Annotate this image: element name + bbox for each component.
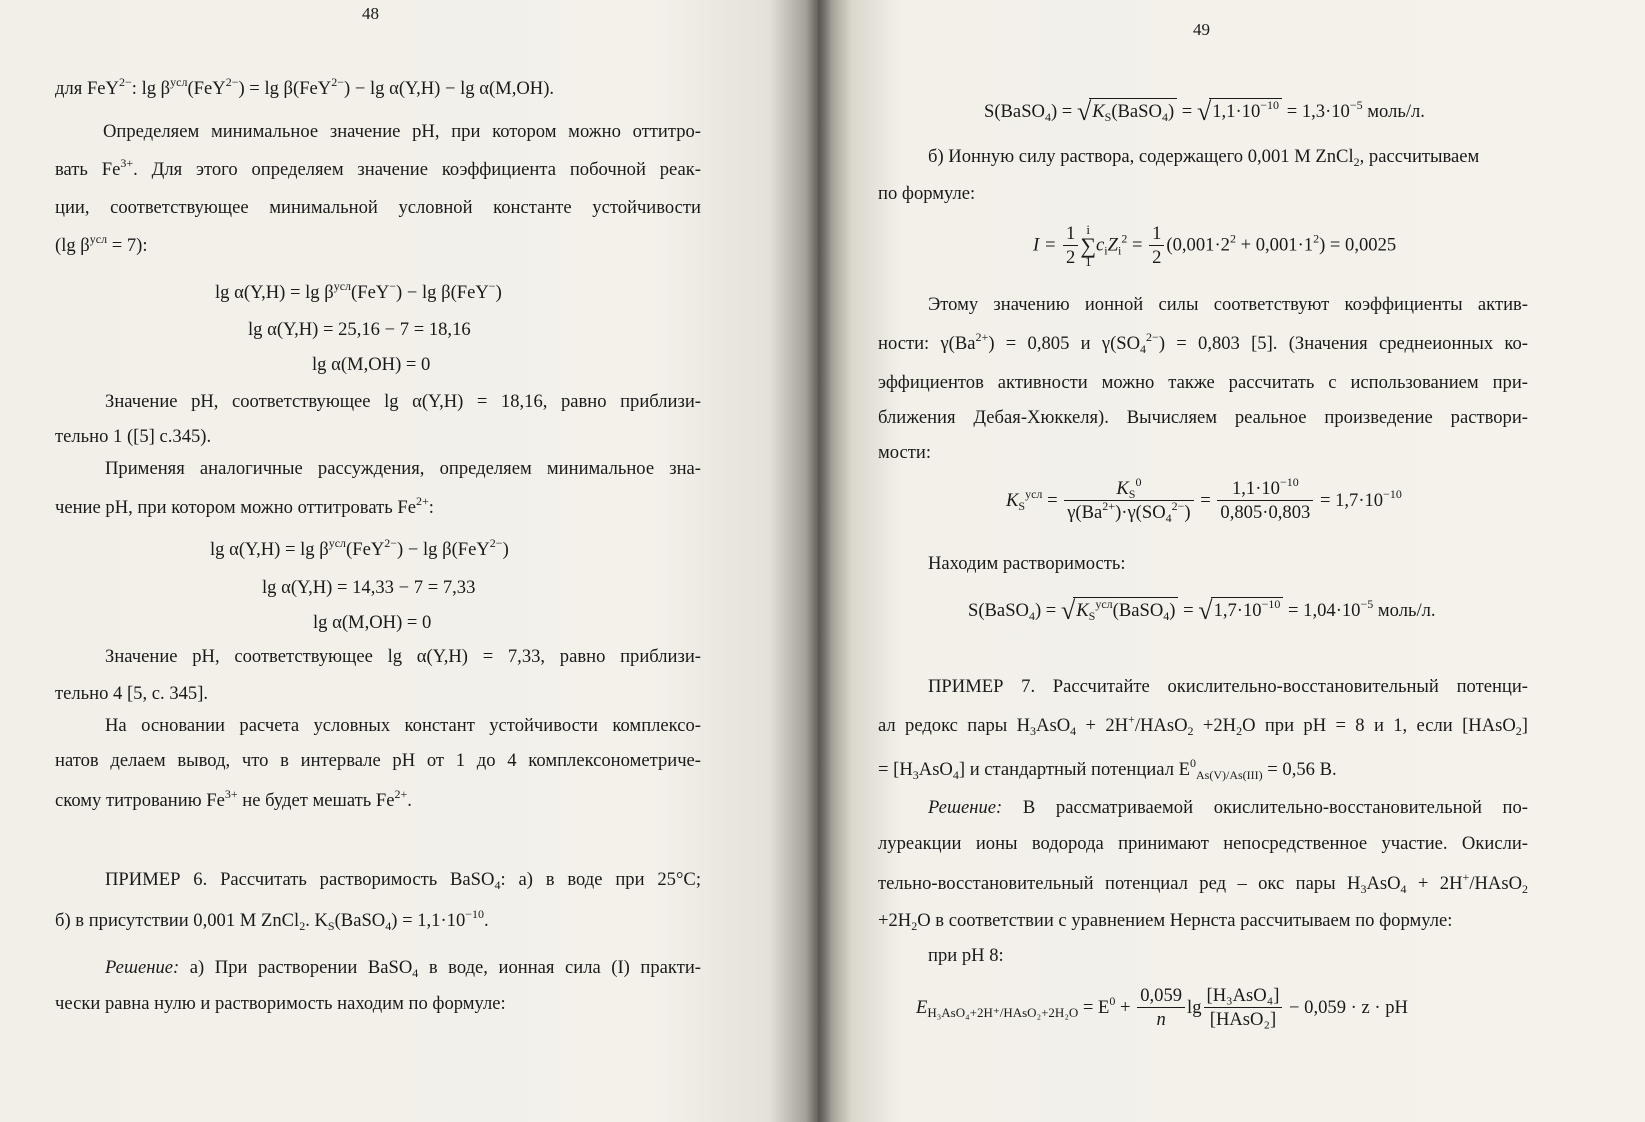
text-line: скому титрованию $Fe^{3+}$ не будет мешать $Fe^{2+}$. <box>55 787 412 811</box>
text-line: $+2H_2O$ в соответствии с уравнением Нернста рассчитываем по формуле: <box>878 910 1453 933</box>
text-line: б) Ионную силу раствора, содержащего 0,001 М ZnCl$_2$, рассчитываем <box>928 146 1480 169</box>
text-line: Решение: В рассматриваемой окислительно-восстановительной по- <box>928 797 1528 818</box>
text-line: (lg $\beta^{усл} = 7$): <box>55 232 148 256</box>
text-line: = $[H_3AsO_4]$ и стандартный потенциал $E^0_{As(V)/As(III)} = 0,56$ В. <box>878 756 1337 782</box>
text-line: эффициентов активности можно также рассчитать с использованием при- <box>878 372 1528 393</box>
right-page <box>818 0 1645 1122</box>
formula-line: для FeY$^{2-}$: $\lg \beta^{усл}(FeY^{2-}) = \lg \beta(FeY^{2-}) - \lg \alpha(Y,H) - \lg \alpha(M,OH)$. <box>55 75 555 99</box>
equation: $E_{H_3AsO_4+2H^+/HAsO_2+2H_2O} = E^0$ + $\frac{0,059}{n}$ lg $\frac{\text{[H₃AsO₄]}}{\text{[HAsO₂]}}$ − 0,059 · z · pH <box>916 985 1408 1030</box>
page-number: 49 <box>1193 20 1210 39</box>
equation: S(BaSO$_4$) = $√K_S^{усл}(BaSO_4) = √1,7\cdot 10^{-10} = 1,04\cdot 10^{-5}$ моль/л. <box>968 596 1436 625</box>
book-gutter <box>806 0 832 1122</box>
text-line: по формуле: <box>878 183 976 204</box>
equation: lg α(Y,H) = 14,33 − 7 = 7,33 <box>262 577 476 598</box>
text-line: луреакции ионы водорода принимают непосредственное участие. Окисли- <box>878 833 1528 854</box>
equation: $\lg \alpha(Y,H) = \lg \beta^{усл}(FeY^{2-}) - \lg \beta(FeY^{2-})$ <box>210 536 509 560</box>
equation: lg α(M,OH) = 0 <box>313 612 432 633</box>
page-number: 48 <box>362 4 379 23</box>
text-line: тельно 1 ([5] с.345). <box>55 426 212 447</box>
equation: lg α(Y,H) = 25,16 − 7 = 18,16 <box>248 319 471 340</box>
text-line: На основании расчета условных констант устойчивости комплексо- <box>105 715 701 736</box>
example-heading: ПРИМЕР 7. Рассчитайте окислительно-восстановительный потенци- <box>928 676 1528 697</box>
text-line: ции, соответствующее минимальной условной константе устойчивости <box>55 197 701 218</box>
left-page <box>0 0 818 1122</box>
text-line: ности: $\gamma(Ba^{2+}) = 0,805$ и $\gamma(SO_4^{2-}) = 0,803$ [5]. (Значения среднеионных ко- <box>878 330 1528 356</box>
text-line: тельно 4 [5, с. 345]. <box>55 683 209 704</box>
example-heading: ПРИМЕР 6. Рассчитать растворимость BaSO$_4$: а) в воде при 25°С; <box>105 869 701 892</box>
equation: lg α(M,OH) = 0 <box>312 354 431 375</box>
text-line: мости: <box>878 442 932 463</box>
text-line: вать $Fe^{3+}$. Для этого определяем значение коэффициента побочной реак- <box>55 156 701 180</box>
text-line: Значение pH, соответствующее lg α(Y,H) = 18,16, равно приблизи- <box>105 391 701 412</box>
text-line: Находим растворимость: <box>928 553 1126 574</box>
text-line: тельно-восстановительный потенциал ред – окс пары $H_3AsO_4$ + 2H+/HAsO$_2$ <box>878 870 1528 896</box>
text-line: при pH 8: <box>928 945 1004 966</box>
text-line: чески равна нулю и растворимость находим по формуле: <box>55 993 506 1014</box>
equation: $K_S^{усл}$ = $\frac{K_S^0}{\gamma(Ba^{2+})\cdot\gamma(SO_4^{2-})}$ = $\frac{1,1\cdot 10^{-10}}{0,805\cdot 0,803}$ = $1,7\cdot 10^{-10}$ <box>1006 475 1402 525</box>
text-line: Решение: а) При растворении BaSO$_4$ в воде, ионная сила (I) практи- <box>105 957 701 980</box>
equation: S(BaSO$_4$) = $√K_S(BaSO_4) = √1,1\cdot 10^{-10} = 1,3\cdot 10^{-5}$ моль/л. <box>984 97 1425 126</box>
text-line: ближения Дебая-Хюккеля). Вычисляем реальное произведение раствори- <box>878 407 1528 428</box>
text-line: Применяя аналогичные рассуждения, определяем минимальное зна- <box>105 458 701 479</box>
equation: $\lg \alpha(Y,H) = \lg \beta^{усл}(FeY^-) - \lg \beta(FeY^-)$ <box>215 279 502 303</box>
text-line: Этому значению ионной силы соответствуют коэффициенты актив- <box>928 294 1528 315</box>
text-line: Определяем минимальное значение pH, при котором можно оттитро- <box>103 121 701 142</box>
text-line: Значение pH, соответствующее lg α(Y,H) = 7,33, равно приблизи- <box>105 646 701 667</box>
text-line: ал редокс пары $H_3AsO_4$ + 2H+/HAsO$_2$ $+2H_2O$ при pH = 8 и 1, если [HAsO$_2$] <box>878 712 1528 738</box>
text-line: натов делаем вывод, что в интервале pH от 1 до 4 комплексонометриче- <box>55 750 701 771</box>
text-line: б) в присутствии 0,001 М ZnCl$_2$. $K_S(BaSO_4) = 1,1\cdot 10^{-10}$. <box>55 907 489 933</box>
equation: I = $\frac{1}{2}$ i ∑ 1 $c_iZ_i^2$ = $\frac{1}{2}$ $(0,001\cdot 2^2 + 0,001\cdot 1^2) = 0,0025$ <box>1033 222 1397 269</box>
text-line: чение pH, при котором можно оттитровать $Fe^{2+}$: <box>55 494 434 518</box>
